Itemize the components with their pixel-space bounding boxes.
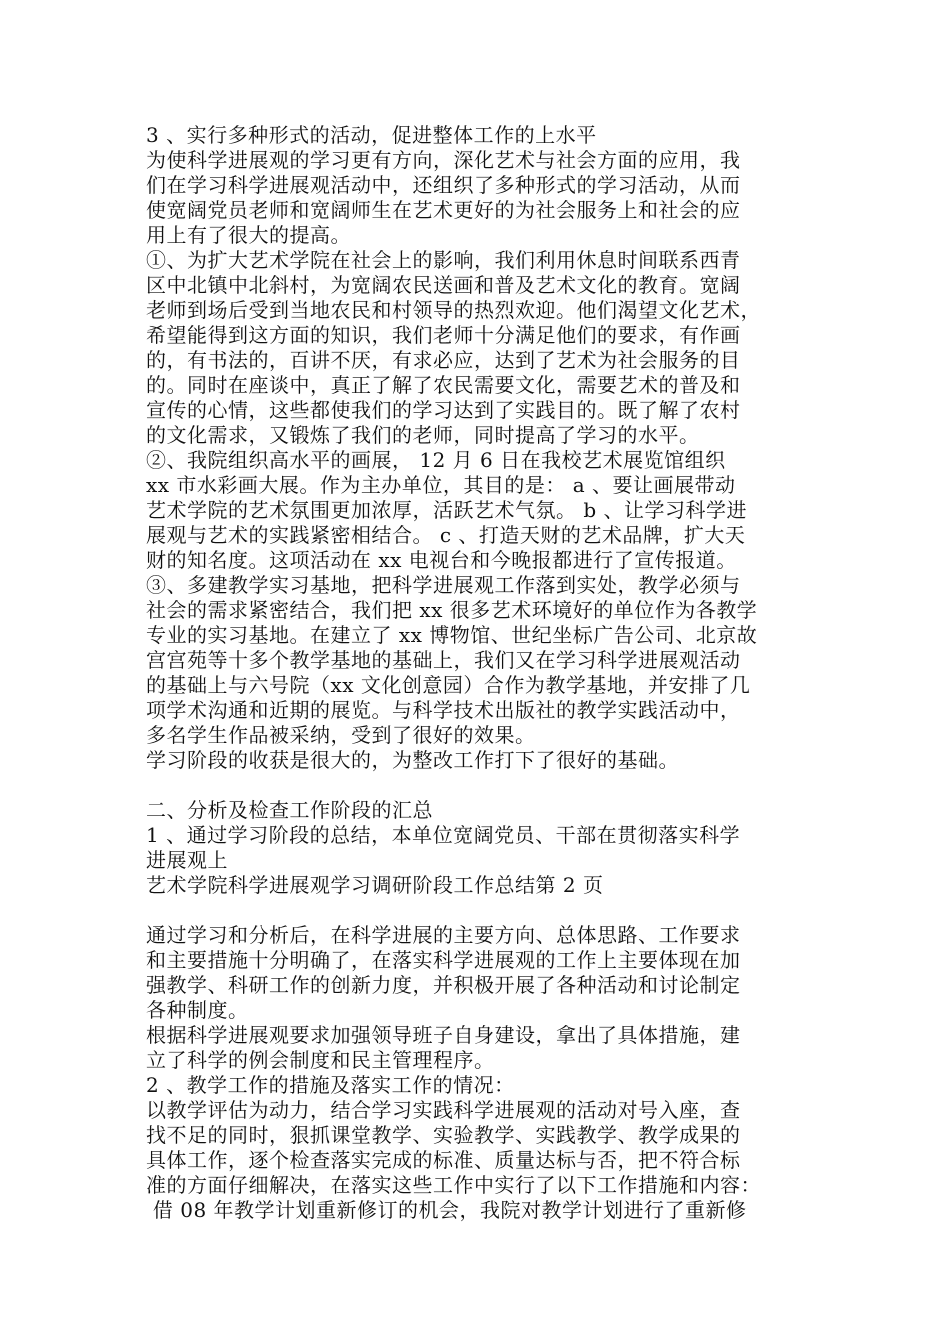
text-line: 具体工作，逐个检查落实完成的标准、质量达标与否，把不符合标 bbox=[146, 1148, 741, 1172]
text-line: 通过学习和分析后，在科学进展的主要方向、总体思路、工作要求 bbox=[146, 923, 741, 947]
text-line: 借 08 年教学计划重新修订的机会，我院对教学计划进行了重新修 bbox=[146, 1198, 747, 1222]
blank-line bbox=[146, 898, 806, 923]
text-line: 使宽阔党员老师和宽阔师生在艺术更好的为社会服务上和社会的应 bbox=[146, 198, 741, 222]
text-line: 的基础上与六号院（xx 文化创意园）合作为教学基地，并安排了几 bbox=[146, 673, 751, 697]
text-line: 宣传的心情，这些都使我们的学习达到了实践目的。既了解了农村 bbox=[146, 398, 741, 422]
text-line: ①、为扩大艺术学院在社会上的影响，我们利用休息时间联系西青 bbox=[146, 248, 741, 272]
text-line: 准的方面仔细解决，在落实这些工作中实行了以下工作措施和内容： bbox=[146, 1173, 761, 1197]
text-line: 以教学评估为动力，结合学习实践科学进展观的活动对号入座，查 bbox=[146, 1098, 741, 1122]
text-line: 展观与艺术的实践紧密相结合。 c 、打造天财的艺术品牌，扩大天 bbox=[146, 523, 746, 547]
text-line: 3 、实行多种形式的活动，促进整体工作的上水平 bbox=[146, 123, 597, 147]
text-line: 们在学习科学进展观活动中，还组织了多种形式的学习活动，从而 bbox=[146, 173, 741, 197]
text-line: 的，有书法的，百讲不厌，有求必应，达到了艺术为社会服务的目 bbox=[146, 348, 741, 372]
text-line: 各种制度。 bbox=[146, 998, 249, 1022]
text-line: 找不足的同时，狠抓课堂教学、实验教学、实践教学、教学成果的 bbox=[146, 1123, 741, 1147]
blank-line bbox=[146, 773, 806, 798]
text-line: 二、分析及检查工作阶段的汇总 bbox=[146, 798, 433, 822]
text-line: 学习阶段的收获是很大的，为整改工作打下了很好的基础。 bbox=[146, 748, 679, 772]
text-line: 老师到场后受到当地农民和村领导的热烈欢迎。他们渴望文化艺术， bbox=[146, 298, 761, 322]
text-line: 社会的需求紧密结合，我们把 xx 很多艺术环境好的单位作为各教学 bbox=[146, 598, 758, 622]
text-line: 宫宫苑等十多个教学基地的基础上，我们又在学习科学进展观活动 bbox=[146, 648, 741, 672]
text-line: 为使科学进展观的学习更有方向，深化艺术与社会方面的应用，我 bbox=[146, 148, 741, 172]
text-line: 区中北镇中北斜村，为宽阔农民送画和普及艺术文化的教育。宽阔 bbox=[146, 273, 741, 297]
text-line: 艺术学院的艺术氛围更加浓厚，活跃艺术气氛。 b 、让学习科学进 bbox=[146, 498, 748, 522]
text-line: 艺术学院科学进展观学习调研阶段工作总结第 2 页 bbox=[146, 873, 604, 897]
text-line: 项学术沟通和近期的展览。与科学技术出版社的教学实践活动中， bbox=[146, 698, 741, 722]
text-line: 用上有了很大的提高。 bbox=[146, 223, 351, 247]
text-line: ②、我院组织高水平的画展， 12 月 6 日在我校艺术展览馆组织 bbox=[146, 448, 726, 472]
text-line: 根据科学进展观要求加强领导班子自身建设，拿出了具体措施，建 bbox=[146, 1023, 741, 1047]
text-line: 的。同时在座谈中，真正了解了农民需要文化，需要艺术的普及和 bbox=[146, 373, 741, 397]
text-line: 和主要措施十分明确了，在落实科学进展观的工作上主要体现在加 bbox=[146, 948, 741, 972]
text-line: ③、多建教学实习基地，把科学进展观工作落到实处，教学必须与 bbox=[146, 573, 741, 597]
text-line: 强教学、科研工作的创新力度，并积极开展了各种活动和讨论制定 bbox=[146, 973, 741, 997]
text-line: 立了科学的例会制度和民主管理程序。 bbox=[146, 1048, 495, 1072]
text-line: 的文化需求，又锻炼了我们的老师，同时提高了学习的水平。 bbox=[146, 423, 700, 447]
text-line: 1 、通过学习阶段的总结，本单位宽阔党员、干部在贯彻落实科学 bbox=[146, 823, 741, 847]
text-line: 2 、教学工作的措施及落实工作的情况： bbox=[146, 1073, 515, 1097]
text-line: 进展观上 bbox=[146, 848, 228, 872]
document-body bbox=[146, 123, 806, 1223]
text-line: 希望能得到这方面的知识，我们老师十分满足他们的要求，有作画 bbox=[146, 323, 741, 347]
text-line: xx 市水彩画大展。作为主办单位，其目的是： a 、要让画展带动 bbox=[146, 473, 736, 497]
text-line: 专业的实习基地。在建立了 xx 博物馆、世纪坐标广告公司、北京故 bbox=[146, 623, 758, 647]
text-line: 财的知名度。这项活动在 xx 电视台和今晚报都进行了宣传报道。 bbox=[146, 548, 737, 572]
text-line: 多名学生作品被采纳，受到了很好的效果。 bbox=[146, 723, 536, 747]
